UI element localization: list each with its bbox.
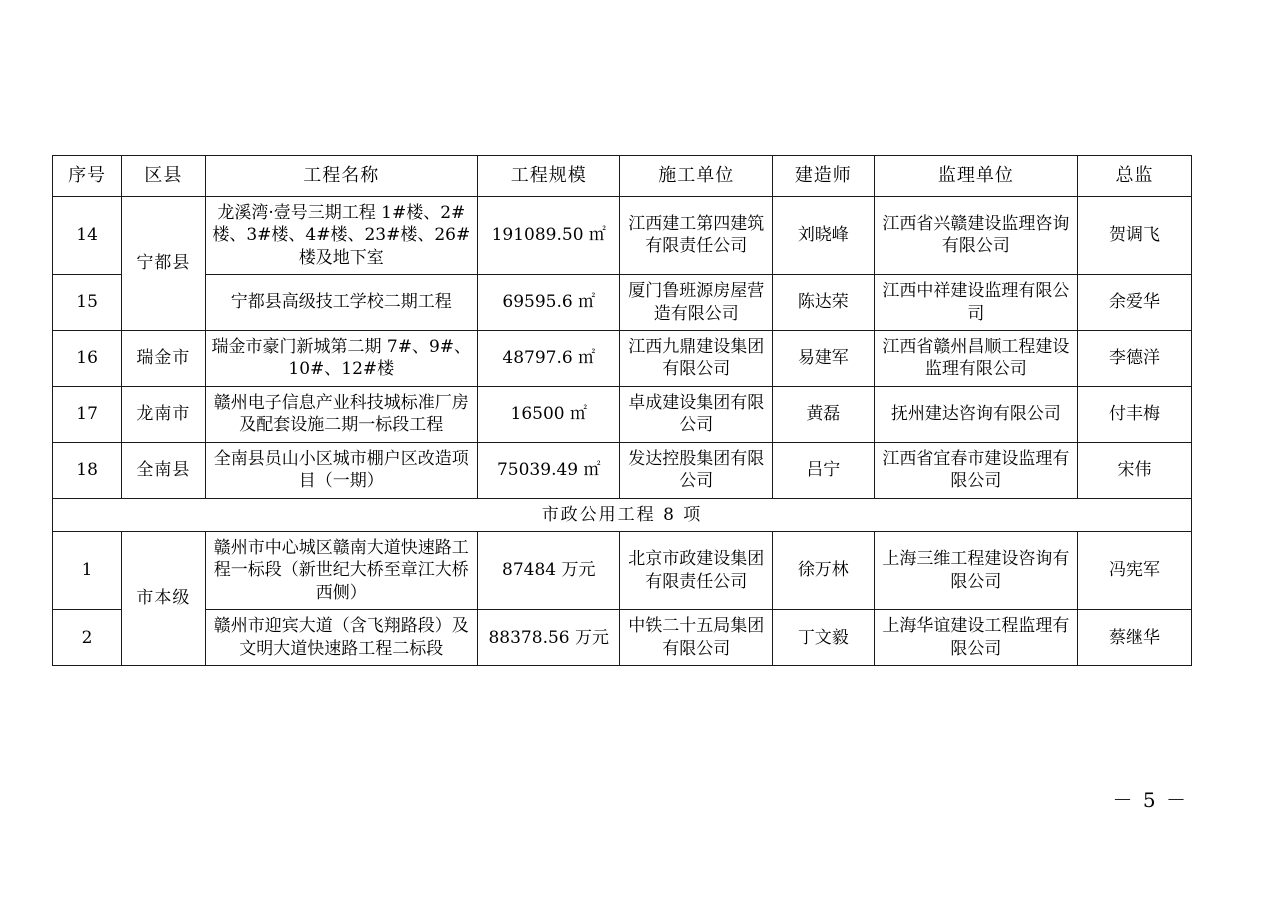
cell-scale: 191089.50 ㎡ [478,196,620,274]
cell-seq: 17 [53,386,122,442]
cell-seq: 18 [53,442,122,498]
cell-supervisor: 江西省兴赣建设监理咨询有限公司 [874,196,1077,274]
cell-supervisor: 江西中祥建设监理有限公司 [874,275,1077,331]
cell-seq: 15 [53,275,122,331]
cell-district: 宁都县 [122,196,205,330]
cell-project: 全南县员山小区城市棚户区改造项目（一期） [205,442,478,498]
cell-constructor: 陈达荣 [772,275,874,331]
table-header-row [53,156,1192,197]
cell-project: 龙溪湾·壹号三期工程 1#楼、2#楼、3#楼、4#楼、23#楼、26#楼及地下室 [205,196,478,274]
section-title-row [53,498,1192,531]
cell-builder: 发达控股集团有限公司 [620,442,773,498]
cell-constructor: 吕宁 [772,442,874,498]
cell-chief: 贺调飞 [1078,196,1192,274]
header-chief: 总监 [1078,156,1192,197]
cell-builder: 中铁二十五局集团有限公司 [620,610,773,666]
table-row [53,386,1192,442]
cell-seq: 14 [53,196,122,274]
header-constructor: 建造师 [772,156,874,197]
header-project: 工程名称 [205,156,478,197]
cell-scale: 48797.6 ㎡ [478,330,620,386]
cell-seq: 1 [53,532,122,610]
cell-seq: 2 [53,610,122,666]
table-row [53,275,1192,331]
cell-builder: 江西建工第四建筑有限责任公司 [620,196,773,274]
cell-district: 市本级 [122,532,205,666]
projects-table [52,155,1192,666]
table-row [53,330,1192,386]
cell-constructor: 徐万林 [772,532,874,610]
cell-chief: 蔡继华 [1078,610,1192,666]
table-row [53,196,1192,274]
cell-supervisor: 上海三维工程建设咨询有限公司 [874,532,1077,610]
table-body [53,196,1192,665]
cell-district: 全南县 [122,442,205,498]
cell-chief: 李德洋 [1078,330,1192,386]
cell-builder: 北京市政建设集团有限责任公司 [620,532,773,610]
cell-builder: 卓成建设集团有限公司 [620,386,773,442]
cell-builder: 厦门鲁班源房屋营造有限公司 [620,275,773,331]
header-seq: 序号 [53,156,122,197]
cell-chief: 宋伟 [1078,442,1192,498]
page-number: － 5 － [1112,788,1188,812]
header-district: 区县 [122,156,205,197]
cell-scale: 16500 ㎡ [478,386,620,442]
cell-project: 赣州市迎宾大道（含飞翔路段）及文明大道快速路工程二标段 [205,610,478,666]
cell-supervisor: 抚州建达咨询有限公司 [874,386,1077,442]
cell-seq: 16 [53,330,122,386]
cell-scale: 87484 万元 [478,532,620,610]
cell-supervisor: 上海华谊建设工程监理有限公司 [874,610,1077,666]
cell-constructor: 刘晓峰 [772,196,874,274]
cell-district: 龙南市 [122,386,205,442]
cell-project: 瑞金市豪门新城第二期 7#、9#、10#、12#楼 [205,330,478,386]
table-row [53,610,1192,666]
cell-constructor: 易建军 [772,330,874,386]
table-header [53,156,1192,197]
section-title: 市政公用工程 8 项 [53,498,1192,531]
cell-chief: 余爱华 [1078,275,1192,331]
cell-district: 瑞金市 [122,330,205,386]
header-supervisor: 监理单位 [874,156,1077,197]
cell-builder: 江西九鼎建设集团有限公司 [620,330,773,386]
cell-constructor: 丁文毅 [772,610,874,666]
cell-constructor: 黄磊 [772,386,874,442]
cell-supervisor: 江西省宜春市建设监理有限公司 [874,442,1077,498]
cell-project: 赣州电子信息产业科技城标准厂房及配套设施二期一标段工程 [205,386,478,442]
cell-chief: 冯宪军 [1078,532,1192,610]
table-row [53,442,1192,498]
cell-scale: 69595.6 ㎡ [478,275,620,331]
cell-project: 赣州市中心城区赣南大道快速路工程一标段（新世纪大桥至章江大桥西侧） [205,532,478,610]
header-scale: 工程规模 [478,156,620,197]
cell-scale: 75039.49 ㎡ [478,442,620,498]
header-builder: 施工单位 [620,156,773,197]
cell-chief: 付丰梅 [1078,386,1192,442]
cell-scale: 88378.56 万元 [478,610,620,666]
table-row [53,532,1192,610]
cell-project: 宁都县高级技工学校二期工程 [205,275,478,331]
cell-supervisor: 江西省赣州昌顺工程建设监理有限公司 [874,330,1077,386]
